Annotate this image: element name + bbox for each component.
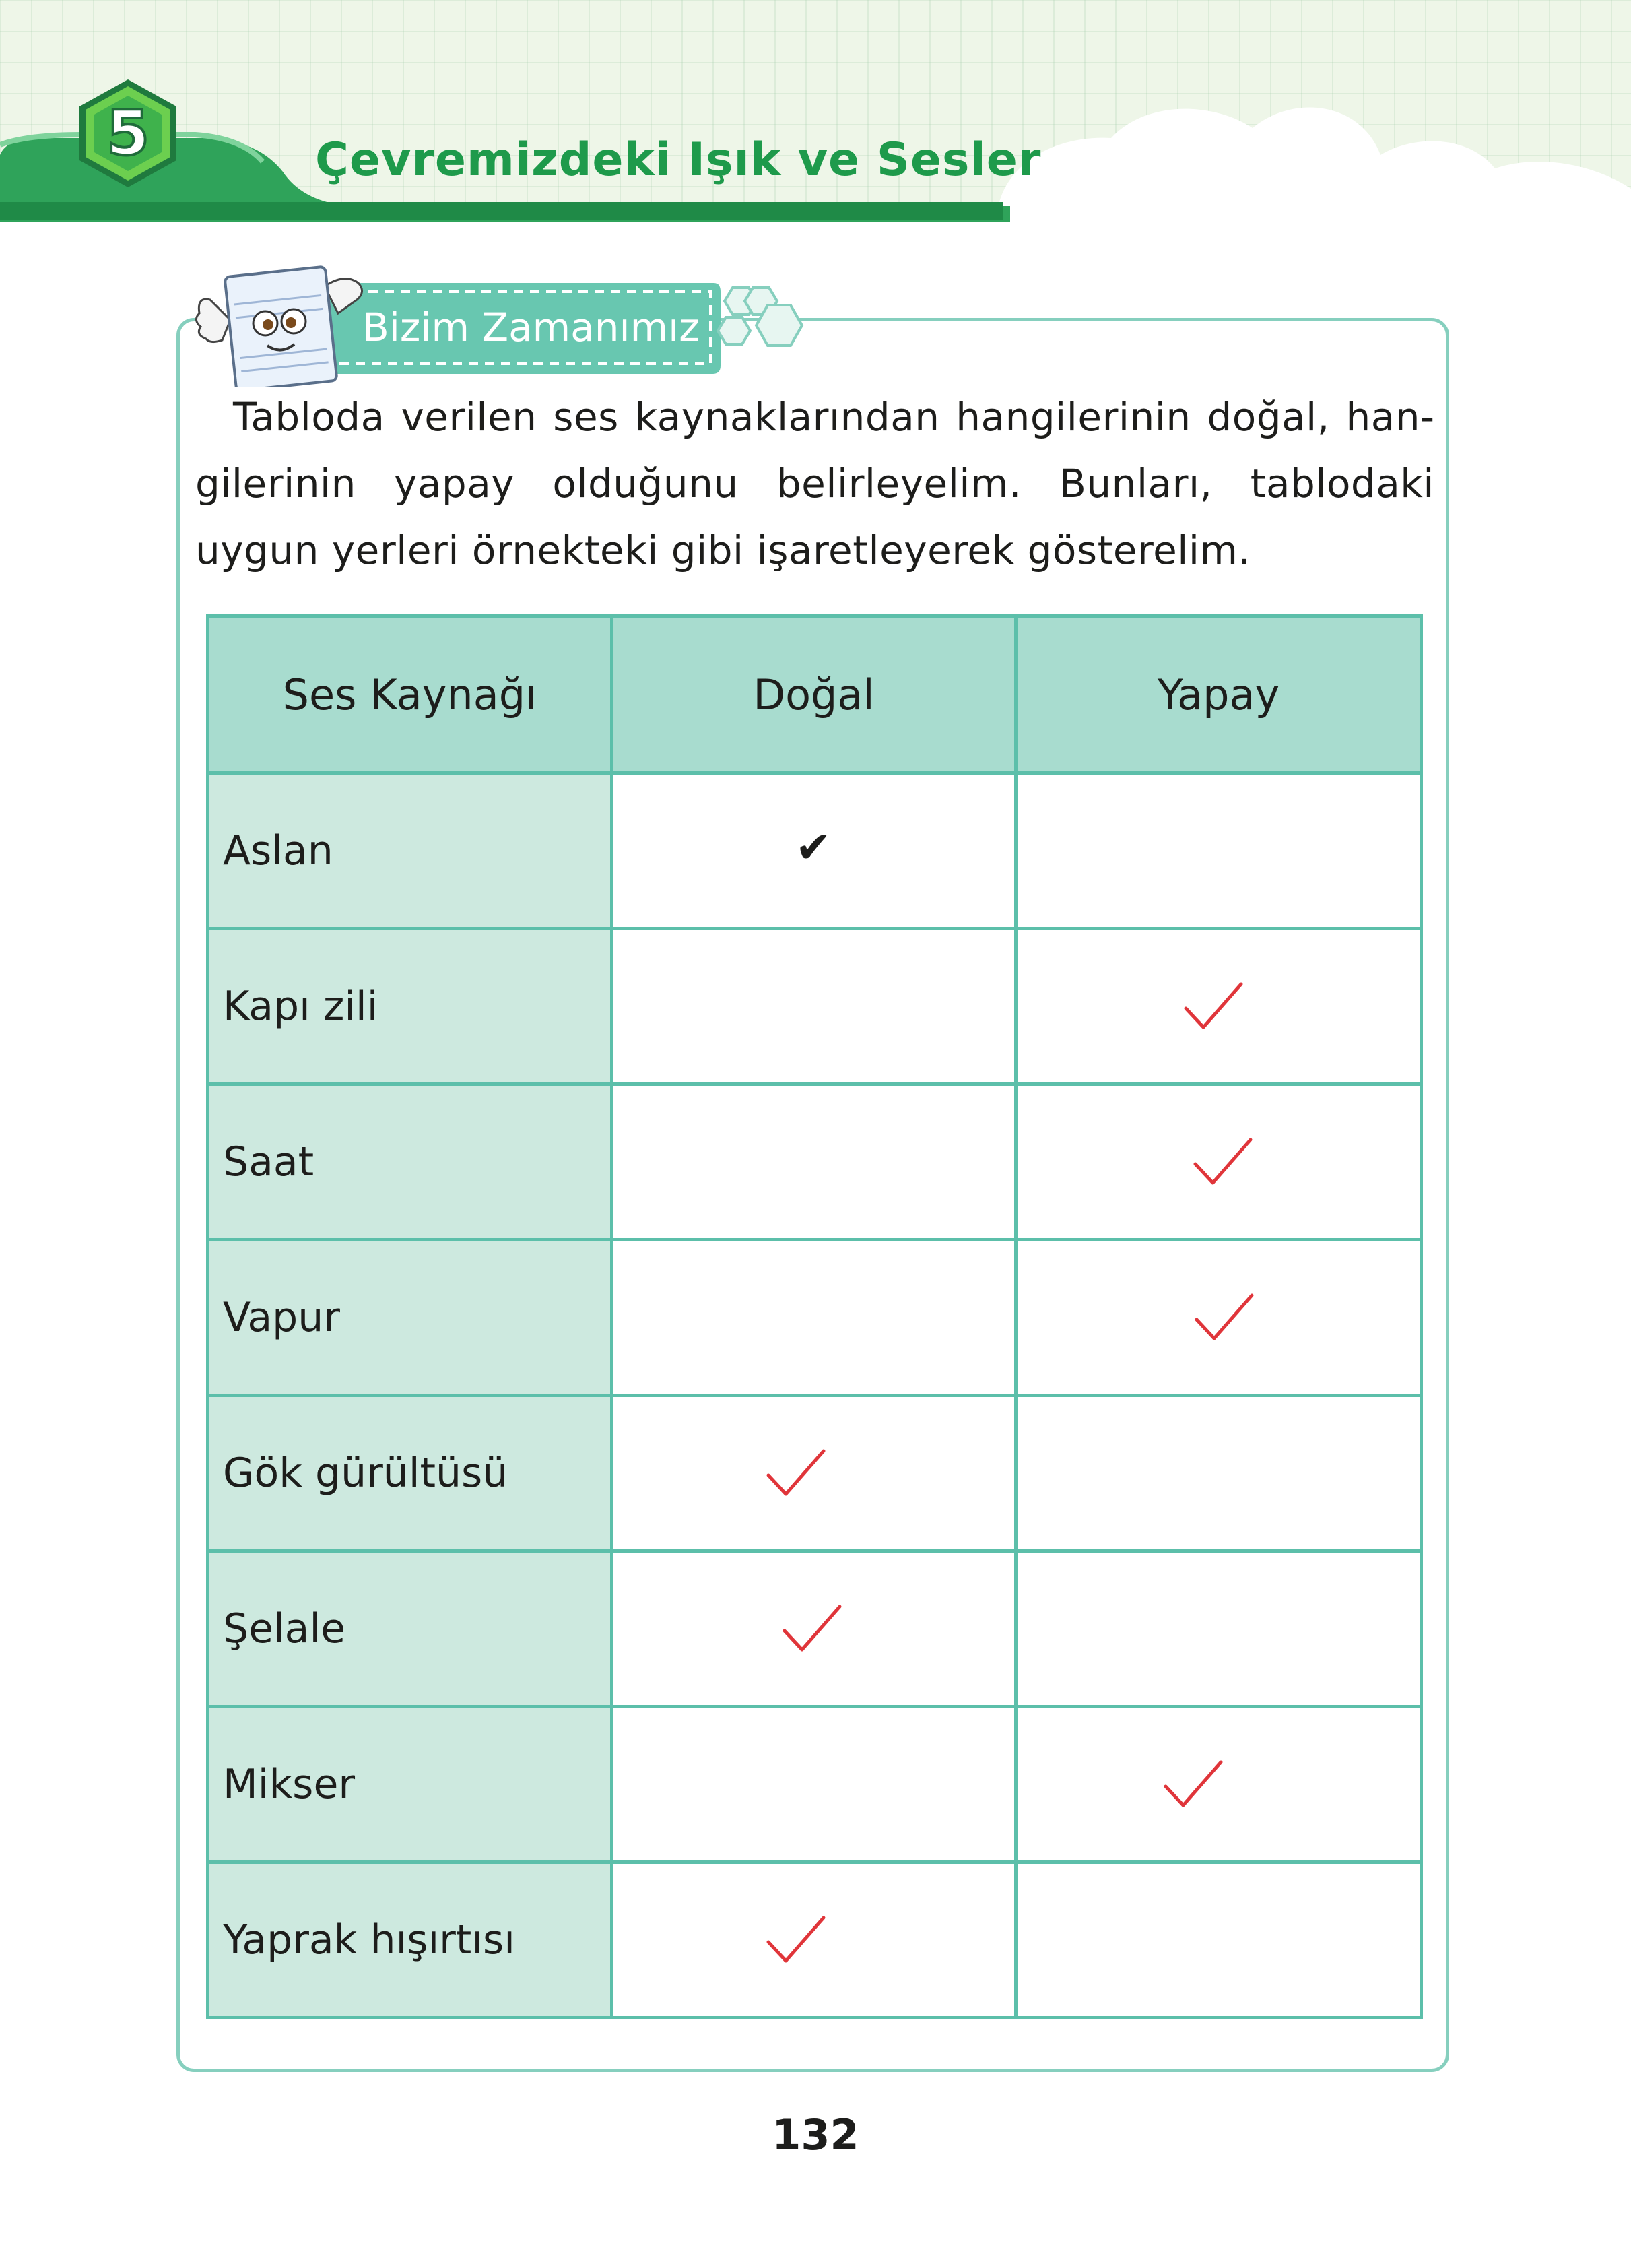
sound-source-cell: Saat [208, 1084, 612, 1240]
table-row [208, 1084, 1422, 1240]
sound-source-cell: Şelale [208, 1551, 612, 1707]
sound-source-cell: Mikser [208, 1707, 612, 1862]
natural-checkbox-cell[interactable] [612, 1396, 1016, 1551]
handwritten-check-mark-icon [1189, 1134, 1256, 1188]
column-header-natural: Doğal [612, 616, 1016, 773]
natural-checkbox-cell[interactable] [612, 1084, 1016, 1240]
table-header-row [208, 616, 1422, 773]
artificial-checkbox-cell[interactable] [1016, 1396, 1422, 1551]
handwritten-check-mark-icon [762, 1912, 829, 1966]
table-row [208, 929, 1422, 1084]
sound-source-cell: Vapur [208, 1240, 612, 1396]
sound-source-cell: Yaprak hışırtısı [208, 1862, 612, 2018]
artificial-checkbox-cell[interactable] [1016, 1707, 1422, 1862]
natural-checkbox-cell[interactable] [612, 1707, 1016, 1862]
natural-checkbox-cell[interactable] [612, 1551, 1016, 1707]
handwritten-check-mark-icon [762, 1446, 829, 1499]
natural-checkbox-cell[interactable] [612, 929, 1016, 1084]
sound-source-table [206, 614, 1423, 2019]
handwritten-check-mark-icon [778, 1601, 845, 1655]
artificial-checkbox-cell[interactable] [1016, 1240, 1422, 1396]
sound-source-cell: Aslan [208, 773, 612, 929]
column-header-artificial: Yapay [1016, 616, 1422, 773]
artificial-checkbox-cell[interactable] [1016, 929, 1422, 1084]
page-number: 132 [772, 2110, 859, 2160]
example-check-mark: ✔ [795, 823, 832, 873]
unit-title: Çevremizdeki Işık ve Sesler [315, 133, 1042, 187]
artificial-checkbox-cell[interactable] [1016, 1551, 1422, 1707]
handwritten-check-mark-icon [1179, 979, 1246, 1033]
table-row [208, 1396, 1422, 1551]
section-label: Bizim Zamanımız [362, 304, 700, 350]
natural-checkbox-cell[interactable] [612, 1240, 1016, 1396]
title-band [0, 0, 1631, 242]
sound-source-cell: Kapı zili [208, 929, 612, 1084]
artificial-checkbox-cell[interactable] [1016, 773, 1422, 929]
notebook-mascot-icon [190, 259, 378, 387]
artificial-checkbox-cell[interactable] [1016, 1862, 1422, 2018]
natural-checkbox-cell[interactable] [612, 773, 1016, 929]
sound-source-cell: Gök gürültüsü [208, 1396, 612, 1551]
table-row [208, 773, 1422, 929]
artificial-checkbox-cell[interactable] [1016, 1084, 1422, 1240]
table-row [208, 1862, 1422, 2018]
handwritten-check-mark-icon [1190, 1290, 1257, 1344]
natural-checkbox-cell[interactable] [612, 1862, 1016, 2018]
table-row [208, 1551, 1422, 1707]
instructions-text: Tabloda verilen ses kaynaklarından hangilerinin doğal, hangilerinin yapay olduğunu belirleyelim. Bunları, tablodaki uygun yerleri örnekteki gibi işaretleyerek gösterelim. [195, 394, 1434, 573]
chapter-number: 5 [106, 97, 149, 169]
column-header-source: Ses Kaynağı [208, 616, 612, 773]
table-row [208, 1240, 1422, 1396]
handwritten-check-mark-icon [1159, 1757, 1226, 1811]
table-row [208, 1707, 1422, 1862]
